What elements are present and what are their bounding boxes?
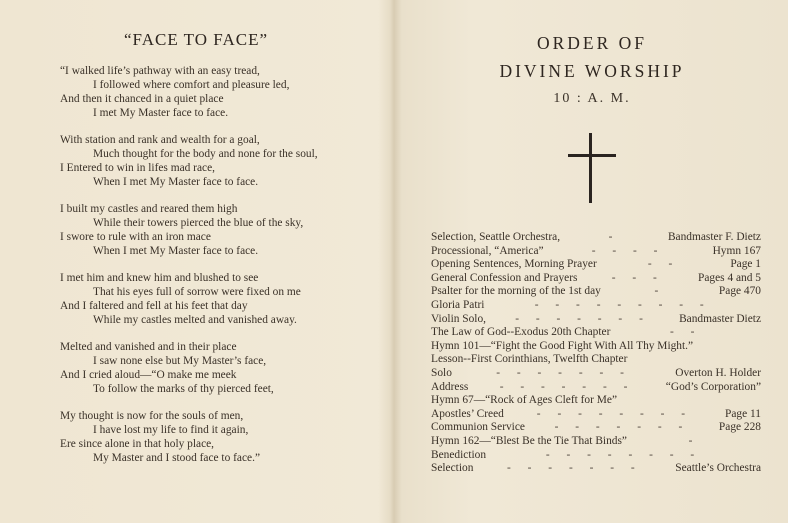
program-item-detail: Bandmaster F. Dietz (667, 231, 761, 243)
program-item-detail: Hymn 167 (712, 244, 761, 257)
program-item (431, 245, 761, 259)
program-item-name: Processional, “America” (431, 244, 544, 257)
program-item-dashes: - - - - - - - (507, 462, 642, 475)
program-item (431, 449, 761, 463)
poem-line: That his eyes full of sorrow were fixed on me (93, 286, 301, 298)
service-time: 10 : A. M. (553, 91, 631, 106)
stanza (60, 340, 380, 396)
program-item-name: Gloria Patri (431, 298, 485, 311)
stanza (60, 271, 380, 327)
program-item-dashes (627, 353, 761, 367)
program-item (431, 326, 761, 340)
program-item-dashes: - (608, 231, 620, 243)
program-item-dashes: - - (669, 326, 702, 339)
program-item (431, 367, 761, 381)
program-item-detail: Seattle’s Orchestra (675, 462, 761, 475)
program-item-dashes: - - - - - - - (499, 380, 635, 393)
program-item-detail: Page 228 (718, 421, 761, 434)
program-item-name: Selection, Seattle Orchestra, (431, 231, 561, 243)
program-item (431, 421, 761, 435)
program-item-detail: Pages 4 and 5 (698, 271, 761, 284)
program-item-name: Apostles’ Creed (431, 407, 504, 420)
poem-line: And then it chanced in a quiet place (60, 93, 224, 105)
program-item-name: Solo (431, 366, 452, 379)
poem-line: “I walked life’s pathway with an easy tread, (60, 65, 260, 77)
program-item (431, 462, 761, 476)
program-item-detail: Bandmaster Dietz (679, 312, 761, 325)
program-item-detail: “God’s Corporation” (665, 380, 761, 393)
program-item-dashes: - - - - (591, 244, 665, 257)
poem-line: Melted and vanished and in their place (60, 341, 237, 353)
poem-line: I met him and knew him and blushed to see (60, 272, 259, 284)
program-item-name: Benediction (431, 448, 487, 461)
program-item-detail: Page 11 (725, 407, 761, 420)
program-item (431, 231, 761, 245)
poem-line: When I met My Master face to face. (93, 245, 259, 257)
program-item-name: The Law of God--Exodus 20th Chapter (431, 326, 611, 339)
program-item-name: General Confession and Prayers (431, 271, 578, 284)
program-item (431, 313, 761, 327)
program-item-dashes: - (654, 285, 666, 298)
program-item-name: Selection (431, 462, 474, 475)
program-list (431, 231, 761, 476)
program-item-name: Psalter for the morning of the 1st day (431, 285, 601, 298)
program-item-dashes (617, 394, 761, 408)
program-item (431, 435, 761, 449)
program-item-dashes: - - - - - - - (496, 366, 631, 379)
stanza (60, 64, 380, 120)
program-item-detail: Page 1 (730, 258, 761, 271)
program-item-dashes: - - - - - - - (515, 312, 650, 325)
program-item (431, 285, 761, 299)
poem-line: I have lost my life to find it again, (93, 424, 249, 436)
program-item (431, 258, 761, 272)
poem (60, 64, 380, 478)
program-item-dashes: - - - - - - - (554, 421, 690, 434)
poem-line: To follow the marks of thy pierced feet, (93, 383, 274, 395)
program-item-name: Hymn 162—“Blest Be the Tie That Binds” (431, 434, 627, 447)
poem-line: And I cried aloud—“O make me meek (60, 369, 237, 381)
poem-line: I Entered to win in lifes mad race, (60, 162, 215, 174)
program-item-detail: Page 470 (718, 285, 761, 298)
order-title-line1: ORDER OF (536, 33, 648, 53)
program-item-name: Hymn 67—“Rock of Ages Cleft for Me” (431, 394, 618, 407)
program-item (431, 353, 761, 367)
program-item (431, 381, 761, 395)
program-item-name: Lesson--First Corinthians, Twelfth Chapter (431, 353, 628, 366)
program-item-dashes: - (688, 434, 700, 447)
stanza (60, 133, 380, 189)
program-item-name: Hymn 101—“Fight the Good Fight With All Thy Might.” (431, 339, 694, 352)
program-item (431, 299, 761, 313)
poem-line: Ere since alone in that holy place, (60, 438, 215, 450)
program-item-name: Violin Solo, (431, 312, 487, 325)
program-item (431, 408, 761, 422)
program-item-dashes: - - - - - - - - - (534, 298, 711, 311)
poem-line: With station and rank and wealth for a goal, (60, 134, 260, 146)
program-item-name: Address (431, 380, 469, 393)
poem-line: I followed where comfort and pleasure led, (93, 79, 290, 91)
program-item-dashes (693, 340, 761, 354)
poem-line: My Master and I stood face to face.” (93, 452, 260, 464)
program-item-name: Opening Sentences, Morning Prayer (431, 258, 597, 271)
program-item-dashes: - - - - - - - - (545, 448, 702, 461)
program-item-detail: Overton H. Holder (675, 366, 761, 379)
poem-line: I met My Master face to face. (93, 107, 229, 119)
stanza (60, 409, 380, 465)
poem-line: I built my castles and reared them high (60, 203, 238, 215)
poem-line: I swore to rule with an iron mace (60, 231, 211, 243)
poem-line: When I met My Master face to face. (93, 176, 259, 188)
left-page (0, 0, 392, 523)
poem-line: While my castles melted and vanished away. (93, 314, 297, 326)
program-item-dashes: - - - - - - - - (536, 407, 693, 420)
poem-line: While their towers pierced the blue of the sky, (93, 217, 304, 229)
poem-title: “FACE TO FACE” (123, 30, 269, 49)
cross-icon (568, 133, 616, 203)
program-item-dashes: - - - (611, 271, 664, 284)
program-item (431, 340, 761, 354)
stanza (60, 202, 380, 258)
program-item (431, 272, 761, 286)
poem-line: And I faltered and fell at his feet that day (60, 300, 248, 312)
poem-line: My thought is now for the souls of men, (60, 410, 244, 422)
program-item-name: Communion Service (431, 421, 525, 434)
poem-line: Much thought for the body and none for the soul, (93, 148, 318, 160)
right-page (396, 0, 788, 523)
order-title-line2: DIVINE WORSHIP (499, 61, 685, 81)
program-item-dashes: - - (647, 258, 680, 271)
poem-line: I saw none else but My Master’s face, (93, 355, 267, 367)
program-item (431, 394, 761, 408)
